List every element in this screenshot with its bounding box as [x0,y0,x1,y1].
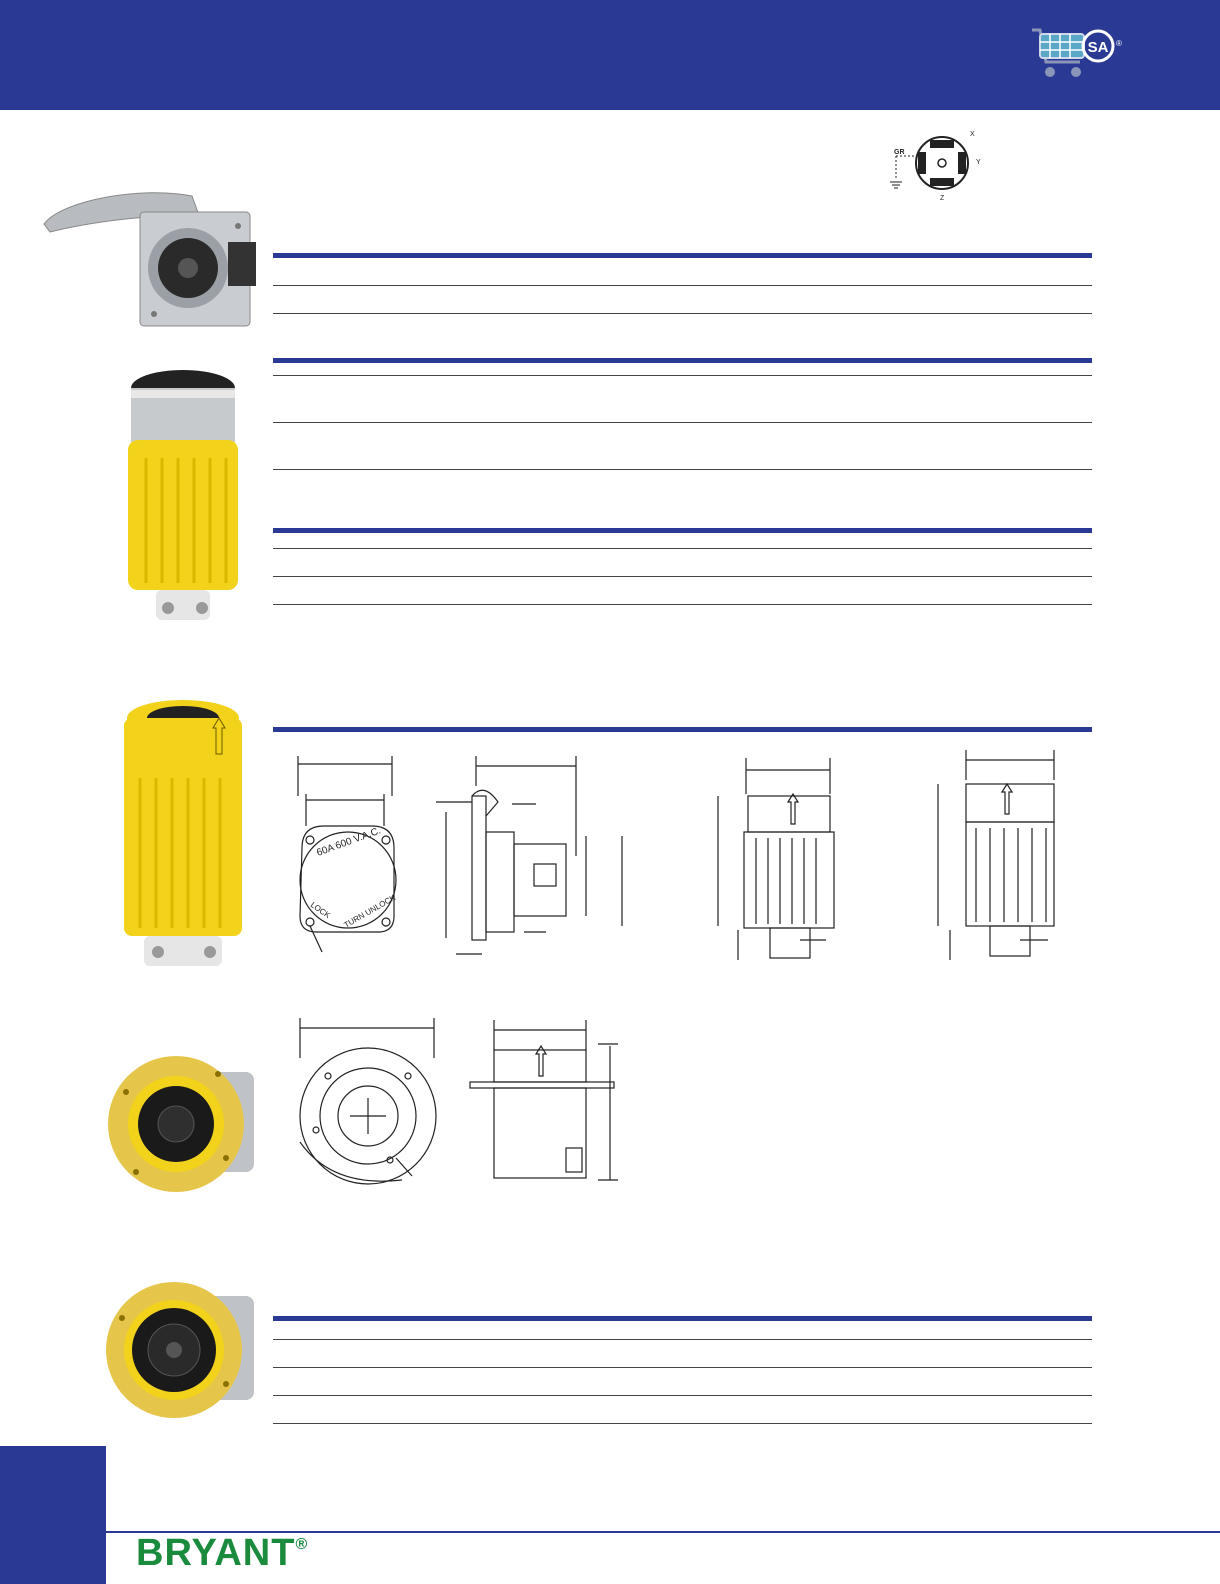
unlock-text: TURN UNLOCK [342,893,398,930]
table-2 [273,358,1092,470]
dimensions-header-bar [273,727,1092,732]
wiring-ground-label: GR [894,149,905,156]
table-row [273,258,1092,286]
drawing-plug-side [700,754,836,966]
svg-text:SA: SA [1087,39,1109,56]
table-1 [273,253,1092,314]
svg-text:®: ® [1116,39,1122,48]
lock-text: LOCK [308,900,332,921]
table-row [273,423,1092,470]
product-photo-flanged-receptacle [106,1052,256,1194]
table-row [273,363,1092,376]
shopping-cart-icon[interactable] [1030,22,1120,86]
wiring-diagram [890,128,1000,208]
rating-text: 60A 600 V.A.C. [315,825,383,859]
table-row [273,1340,1092,1368]
drawing-flanged-face [292,756,404,962]
drawing-connector-side [920,750,1060,966]
brand-logo [136,1532,308,1575]
table-row [273,577,1092,605]
wiring-y-label: Y [976,159,981,166]
table-row [273,549,1092,577]
drawing-receptacle-face [292,1018,440,1198]
wiring-x-label: X [970,131,975,138]
table-3 [273,528,1092,605]
table-row [273,1368,1092,1396]
drawing-receptacle-side [470,1020,620,1196]
table-row [273,533,1092,549]
brand-name: BRYANT [136,1532,296,1574]
table-row [273,1396,1092,1424]
product-photo-flanged-inlet [102,1278,256,1420]
table-row [273,286,1092,314]
left-tab [0,1446,106,1584]
product-photo-stainless-receptacle [42,182,272,332]
csa-certification-icon [1083,31,1122,61]
table-4 [273,1316,1092,1424]
wiring-z-label: Z [940,195,945,202]
table-row [273,1321,1092,1340]
registered-mark: ® [295,1536,309,1553]
product-photo-yellow-plug [118,698,248,976]
product-photo-yellow-connector [118,368,248,632]
table-row [273,376,1092,423]
drawing-side-profile [436,756,636,966]
